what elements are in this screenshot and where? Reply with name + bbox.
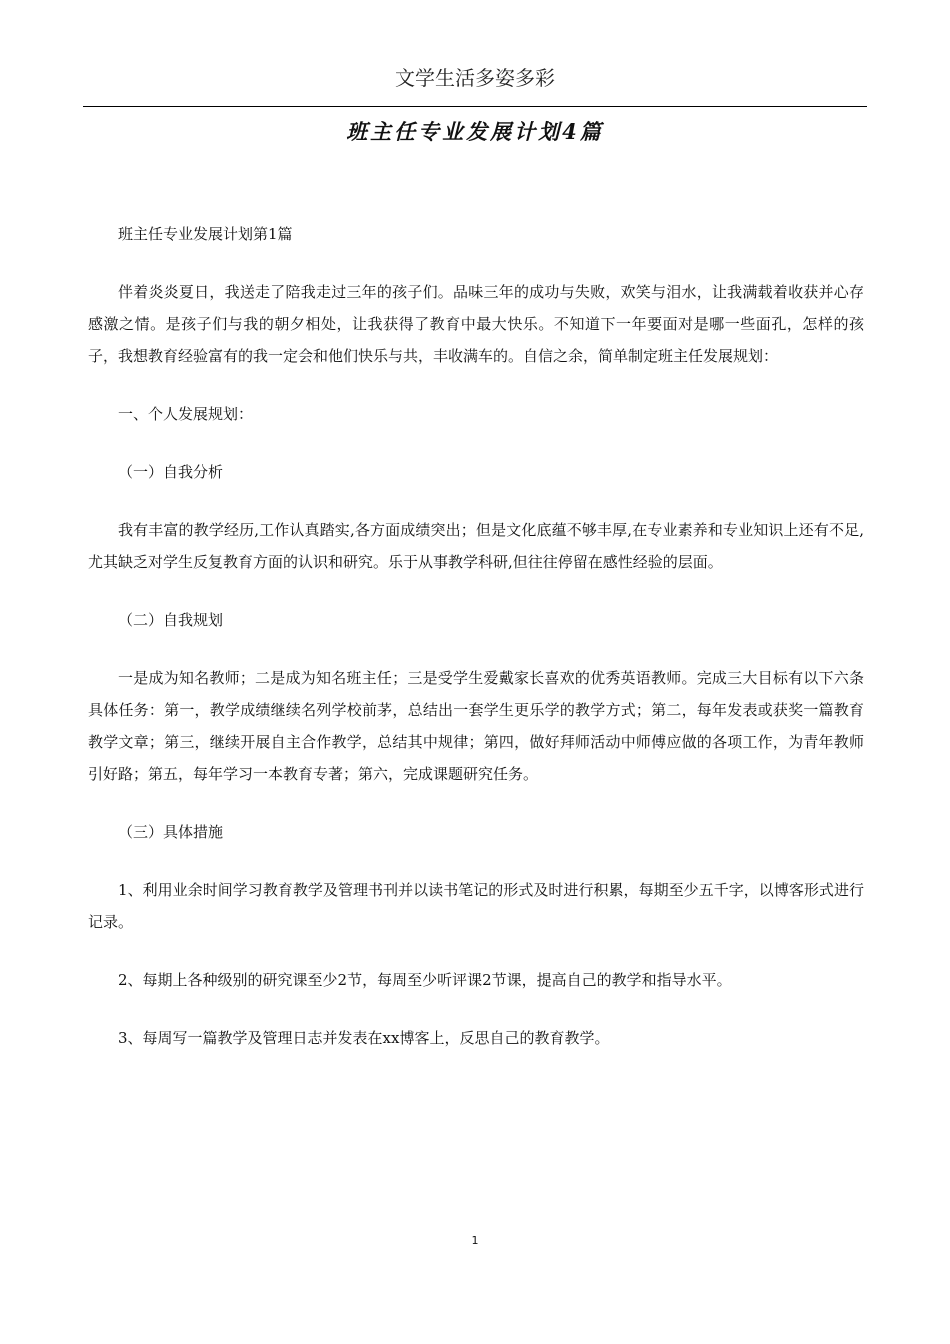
subheading: 一、个人发展规划：	[118, 405, 254, 423]
list-item: 3、每周写一篇教学及管理日志并发表在xx博客上，反思自己的教育教学。	[118, 1029, 610, 1047]
list-item: 2、每期上各种级别的研究课至少2节，每周至少听评课2节课，提高自己的教学和指导水平。	[118, 971, 732, 989]
paragraph: 一是成为知名教师；二是成为知名班主任；三是受学生爱戴家长喜欢的优秀英语教师。完成三大目标有以下六条具体任务：第一，教学成绩继续名列学校前茅，总结出一套学生更乐学的教学方式；第二，每年发表或获奖一篇教育教学文章；第三，继续开展自主合作教学，总结其中规律；第四，做好拜师活动中师傅应做的各项工作，为青年教师引好路；第五，每年学习一本教育专著；第六，完成课题研究任务。	[88, 669, 864, 783]
header-divider	[83, 106, 867, 107]
list-item: 1、利用业余时间学习教育教学及管理书刊并以读书笔记的形式及时进行积累，每期至少五千字，以博客形式进行记录。	[88, 881, 864, 931]
subheading: （三）具体措施	[118, 823, 224, 841]
document-title: 班主任专业发展计划4篇	[346, 119, 604, 144]
document-body	[88, 218, 864, 1054]
paragraph: 我有丰富的教学经历,工作认真踏实,各方面成绩突出；但是文化底蕴不够丰厚,在专业素养和专业知识上还有不足,尤其缺乏对学生反复教育方面的认识和研究。乐于从事教学科研,但往往停留在感性经验的层面。	[88, 521, 864, 571]
paragraph: 伴着炎炎夏日，我送走了陪我走过三年的孩子们。品味三年的成功与失败，欢笑与泪水，让我满载着收获并心存感激之情。是孩子们与我的朝夕相处，让我获得了教育中最大快乐。不知道下一年要面对是哪一些面孔，怎样的孩子，我想教育经验富有的我一定会和他们快乐与共，丰收满车的。自信之余，简单制定班主任发展规划：	[88, 283, 864, 365]
page-number: 1	[471, 1234, 479, 1247]
subheading: （二）自我规划	[118, 611, 224, 629]
subheading: （一）自我分析	[118, 463, 224, 481]
running-header-title: 文学生活多姿多彩	[395, 66, 555, 90]
section-heading: 班主任专业发展计划第1篇	[118, 225, 293, 243]
